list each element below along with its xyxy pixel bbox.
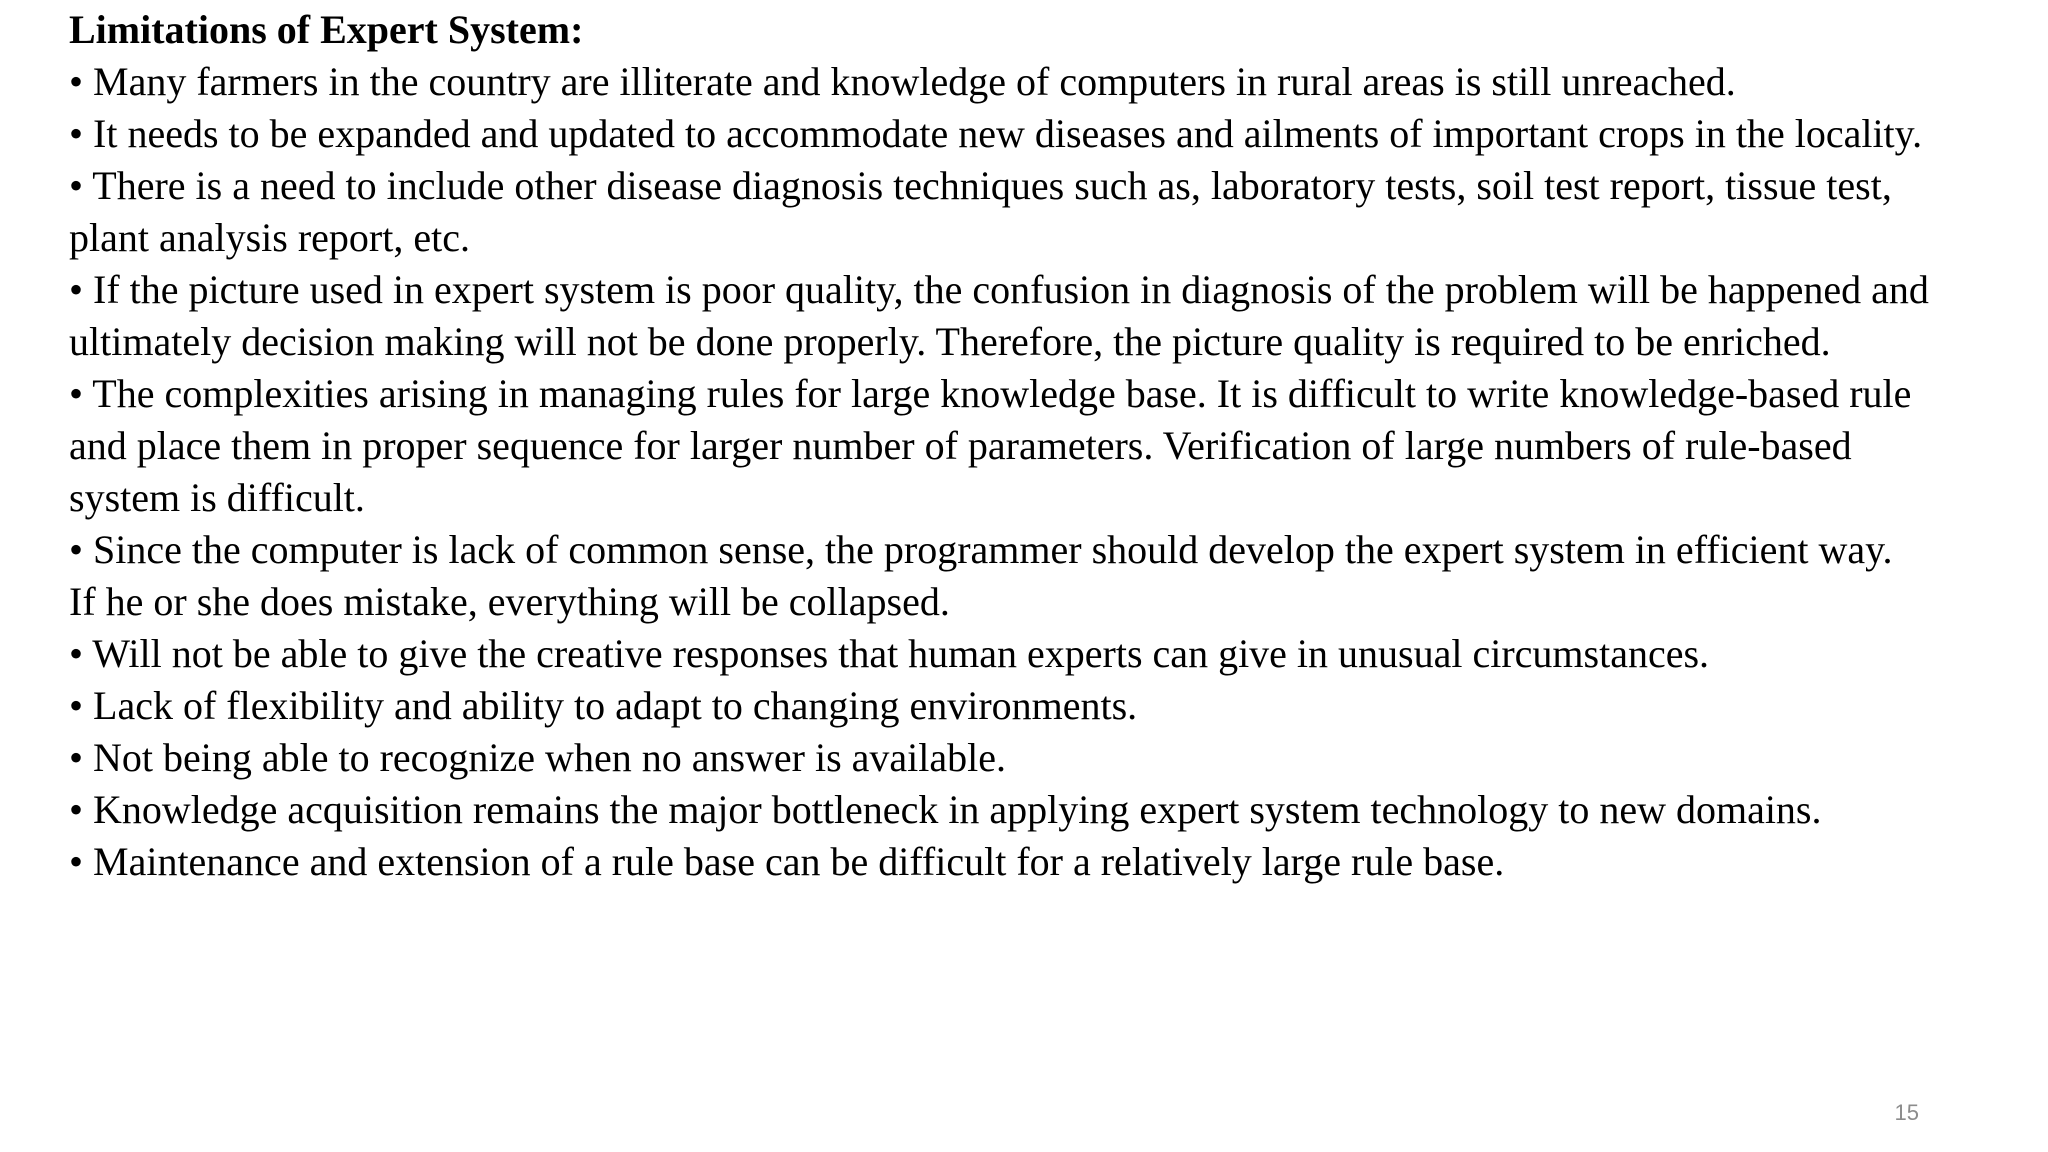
- bullet-item: • Will not be able to give the creative responses that human experts can give in unusual circumstances.: [69, 631, 1710, 676]
- bullet-item: • There is a need to include other disease diagnosis techniques such as, laboratory tests, soil test report, tissue test, plant analysis report, etc.: [69, 163, 1892, 260]
- bullet-item: • If the picture used in expert system is poor quality, the confusion in diagnosis of the problem will be happened and ultimately decision making will not be done properly. Therefore, the picture quality is required to be enriched.: [69, 267, 1929, 364]
- bullet-item: • Many farmers in the country are illiterate and knowledge of computers in rural areas is still unreached.: [69, 59, 1736, 104]
- bullet-item: • Not being able to recognize when no answer is available.: [69, 735, 1007, 780]
- bullet-item: • Maintenance and extension of a rule base can be difficult for a relatively large rule base.: [69, 839, 1505, 884]
- bullet-item: • Knowledge acquisition remains the major bottleneck in applying expert system technology to new domains.: [69, 787, 1822, 832]
- slide-content: [69, 4, 1929, 888]
- page-number: 15: [1894, 1100, 1919, 1125]
- bullet-item: • Since the computer is lack of common sense, the programmer should develop the expert system in efficient way. If he or she does mistake, everything will be collapsed.: [69, 527, 1893, 624]
- bullet-item: • It needs to be expanded and updated to accommodate new diseases and ailments of important crops in the locality.: [69, 111, 1923, 156]
- bullet-item: • Lack of flexibility and ability to adapt to changing environments.: [69, 683, 1138, 728]
- slide-title: Limitations of Expert System:: [69, 7, 584, 52]
- bullet-item: • The complexities arising in managing rules for large knowledge base. It is difficult to write knowledge-based rule and place them in proper sequence for larger number of parameters. Verification of large numbers of rule-based system is difficult.: [69, 371, 1912, 520]
